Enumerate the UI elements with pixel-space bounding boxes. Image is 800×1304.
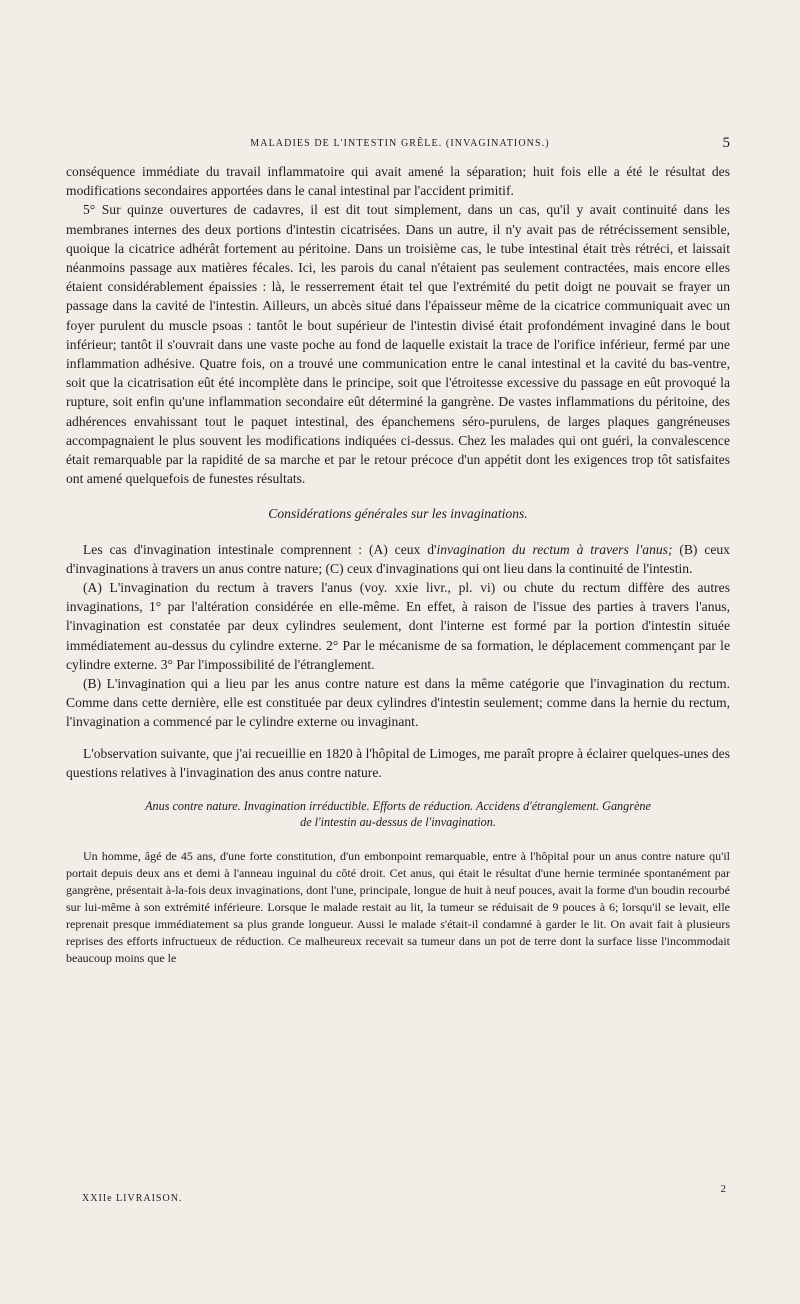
classification-italic: invagination du rectum à travers l'anus;: [436, 541, 673, 557]
paragraph-autopsies: 5° Sur quinze ouvertures de cadavres, il est dit tout simplement, dans un cas, qu'il y avait continuité dans les membranes internes des deux portions d'intestin cicatrisées. Dans un autre, il n'y avait pas de rétrécissement sensible, quoique la cicatrice adhérât fortement au péritoine. Dans un troisième cas, le tube intestinal était très rétréci, et laissait néanmoins passage aux matières fécales. Ici, les parois du canal n'étaient pas seulement contractées, mais encore elles étaient considérablement épaissies : là, le resserrement était tel que l'extrémité du petit doigt ne pouvait se frayer un passage dans la cavité de l'intestin. Ailleurs, un abcès situé dans l'épaisseur même de la cicatrice communiquait avec un foyer purulent du muscle psoas : tantôt le bout supérieur de l'intestin divisé était profondément invaginé dans le bout inférieur; tantôt il s'ouvrait dans une vaste poche au fond de laquelle existait la trace de l'orifice inférieur, fermé par une inflammation adhésive. Quatre fois, on a trouvé une communication entre le canal intestinal et la cavité du bas-ventre, soit que la cicatrisation eût été incomplète dans le principe, soit que l'étroitesse excessive du passage en eût provoqué la rupture, soit enfin qu'une inflammation secondaire eût déterminé la gangrène. De vastes inflammations du péritoine, des adhérences envahissant tout le paquet intestinal, des épanchemens séro-purulens, de larges plaques gangréneuses accompagnaient le plus souvent les modifications indiquées ci-dessus. Chez les malades qui ont guéri, la convalescence était remarquable par la rapidité de sa marche et par le retour précoce d'un appétit dont les exigences trop tôt satisfaites ont amené quelquefois de funestes résultats.: [66, 202, 730, 487]
livraison-signature: XXIIe LIVRAISON.: [82, 1193, 183, 1204]
observation-title-line-1: Anus contre nature. Invagination irréductible. Efforts de réduction. Accidens d'étranglement. Gangrène: [145, 799, 651, 814]
sheet-mark: 2: [720, 1183, 726, 1195]
paragraph-continuation: conséquence immédiate du travail inflammatoire qui avait amené la séparation; huit fois elle a été le résultat des modifications secondaires apportées dans le canal intestinal par l'accident primitif.: [66, 164, 730, 199]
classification-text-start: Les cas d'invagination intestinale comprennent : (A) ceux d': [83, 541, 437, 557]
section-heading: Considérations générales sur les invaginations.: [268, 506, 528, 522]
paragraph-anus-contre-nature: (B) L'invagination qui a lieu par les anus contre nature est dans la même catégorie que l'invagination du rectum. Comme dans cette dernière, elle est constituée par deux cylindres d'intestin seulement; comme dans la hernie du rectum, l'invagination a commencé par le cylindre externe ou invaginant.: [66, 676, 730, 730]
running-title: MALADIES DE L'INTESTIN GRÊLE. (INVAGINATIONS.): [250, 138, 550, 149]
observation-text: Un homme, âgé de 45 ans, d'une forte constitution, d'un embonpoint remarquable, entre à l'hôpital pour un anus contre nature qu'il portait depuis deux ans et demi à l'anneau inguinal du côté droit. Cet anus, qui était le résultat d'une hernie terminée spontanément par gangrène, présentait à-la-fois deux invaginations, dont l'une, principale, longue de huit à neuf pouces, avait la forme d'un boudin recourbé sur lui-même à son extrémité inférieure. Lorsque le malade restait au lit, la tumeur se réduisait de 9 pouces à 6; lorsqu'il se levait, elle reprenait presque immédiatement sa plus grande longueur. Aussi le malade s'était-il condamné à garder le lit. On avait fait à plusieurs reprises des efforts infructueux de réduction. Ce malheureux recevait sa tumeur dans un pot de terre dont la surface lisse l'incommodait beaucoup moins que le: [66, 849, 730, 966]
paragraph-classification: [66, 540, 730, 578]
observation-body: [66, 848, 730, 967]
main-text: [66, 162, 730, 967]
paragraph-observation-intro: L'observation suivante, que j'ai recueillie en 1820 à l'hôpital de Limoges, me paraît propre à éclairer quelques-unes des questions relatives à l'invagination des anus contre nature.: [66, 745, 730, 780]
page-number: 5: [722, 135, 730, 151]
paragraph-rectum: (A) L'invagination du rectum à travers l'anus (voy. xxie livr., pl. vi) ou chute du rectum diffère des autres invaginations, 1° par l'altération considérée en elle-même. En effet, à raison de l'issue des parties à travers l'anus, l'invagination est constatée par deux cylindres seulement, dont l'interne est formé par la portion d'intestin située immédiatement au-dessus du cylindre externe. 2° Par le mécanisme de sa formation, le déplacement commençant par le cylindre externe. 3° Par l'impossibilité de l'étranglement.: [66, 580, 730, 672]
observation-title: [66, 798, 730, 830]
observation-title-line-2: de l'intestin au-dessus de l'invagination.: [300, 815, 496, 830]
classification-text-end: (B) ceux d'invaginations à travers un anus contre nature; (C) ceux d'invaginations qui ont lieu dans la continuité de l'intestin.: [66, 541, 730, 576]
page-header: [70, 135, 730, 158]
